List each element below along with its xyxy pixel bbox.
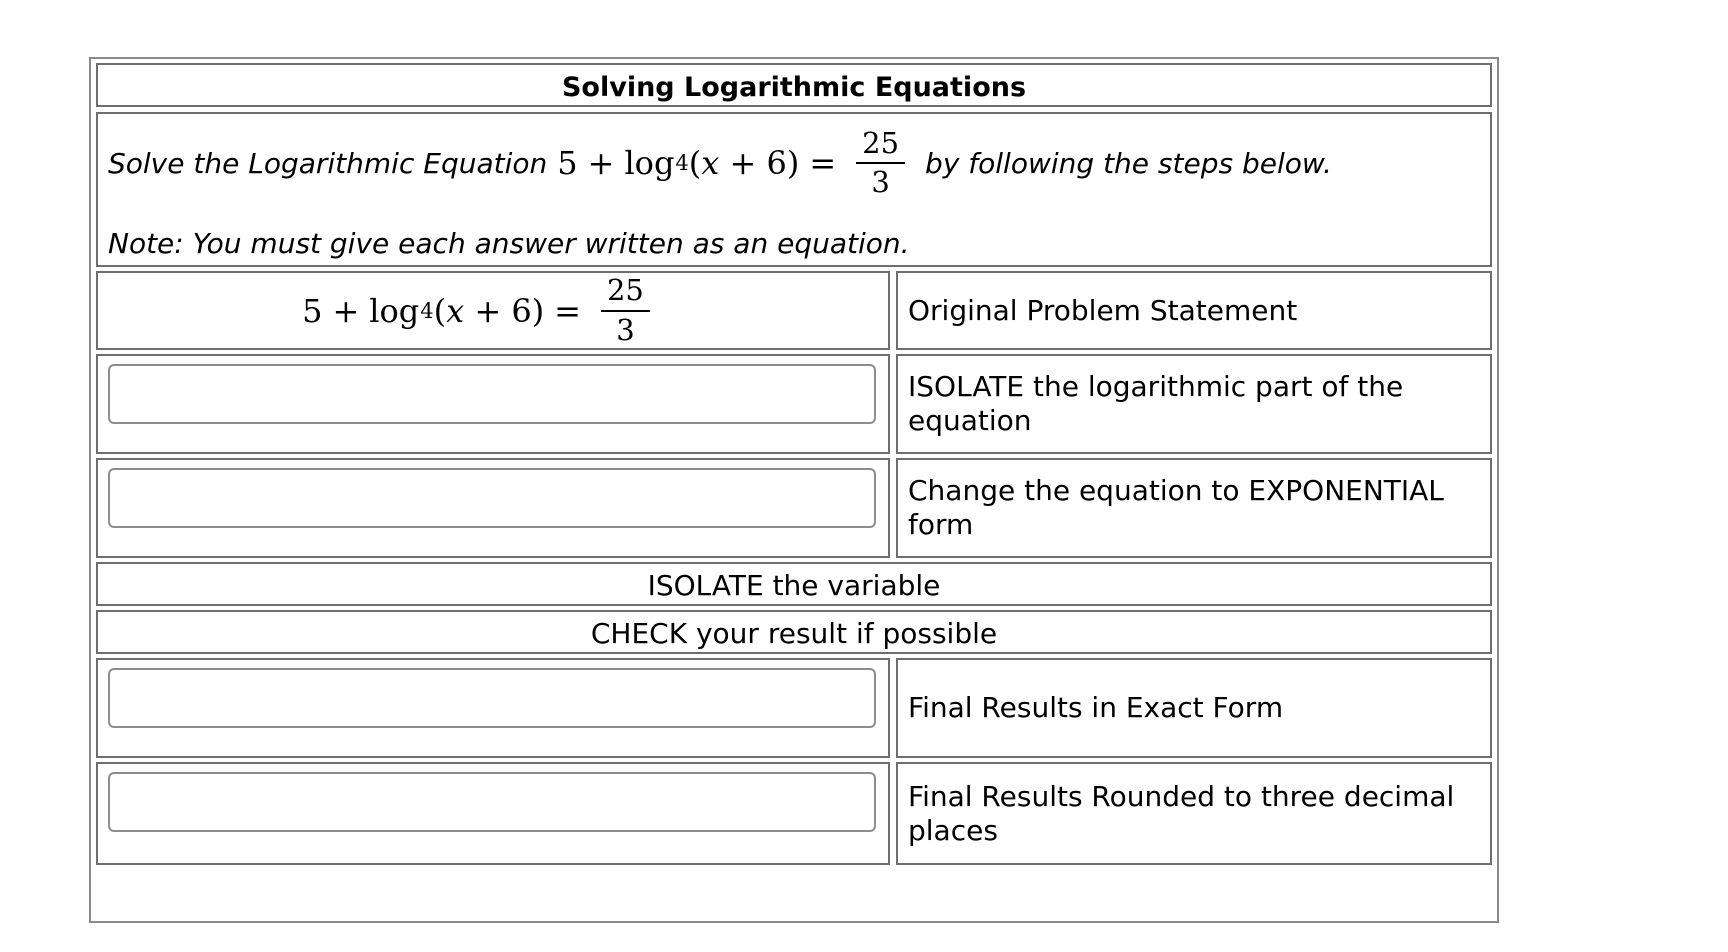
instruction-line bbox=[108, 114, 1332, 212]
step-label-rounded: Final Results Rounded to three decimal places bbox=[908, 779, 1455, 847]
rounded-input-cell bbox=[96, 762, 890, 865]
table-title: Solving Logarithmic Equations bbox=[561, 72, 1027, 103]
original-equation-cell bbox=[96, 271, 890, 350]
step-label-check: CHECK your result if possible bbox=[590, 617, 998, 650]
isolate-log-input-cell bbox=[96, 354, 890, 454]
exponential-input-cell bbox=[96, 458, 890, 558]
check-result-cell bbox=[96, 610, 1492, 654]
original-equation: 5 + log 4 ( x + 6) = $\frac{25}{3}$ bbox=[302, 274, 660, 347]
log-equation-table bbox=[89, 57, 1499, 923]
fraction: $\frac{25}{3}$ bbox=[601, 274, 650, 347]
instruction-prefix: Solve the Logarithmic Equation bbox=[108, 146, 548, 180]
problem-equation: 5 + log 4 ( x + 6) = $\frac{25}{3}$ bbox=[557, 127, 915, 200]
fraction: $\frac{25}{3}$ bbox=[856, 127, 905, 200]
instructions-cell bbox=[96, 112, 1492, 267]
step-label-original: Original Problem Statement bbox=[908, 293, 1298, 327]
rounded-result-input[interactable] bbox=[108, 772, 876, 832]
exponential-label-cell bbox=[896, 458, 1492, 558]
isolate-log-label-cell bbox=[896, 354, 1492, 454]
step-label-isolate-log: ISOLATE the logarithmic part of the equation bbox=[908, 370, 1404, 437]
step-label-isolate-variable: ISOLATE the variable bbox=[647, 569, 941, 602]
exponential-input[interactable] bbox=[108, 468, 876, 528]
rounded-label-cell bbox=[896, 762, 1492, 865]
exact-label-cell bbox=[896, 658, 1492, 758]
original-label-cell bbox=[896, 271, 1492, 350]
step-label-exact: Final Results in Exact Form bbox=[908, 691, 1284, 724]
isolate-log-input[interactable] bbox=[108, 364, 876, 424]
instruction-note: Note: You must give each answer written as an equation. bbox=[108, 227, 910, 260]
exact-result-input[interactable] bbox=[108, 668, 876, 728]
step-label-exponential: Change the equation to EXPONENTIAL form bbox=[908, 474, 1444, 541]
instruction-suffix: by following the steps below. bbox=[925, 146, 1332, 180]
exact-input-cell bbox=[96, 658, 890, 758]
isolate-variable-cell bbox=[96, 562, 1492, 606]
title-cell bbox=[96, 63, 1492, 107]
